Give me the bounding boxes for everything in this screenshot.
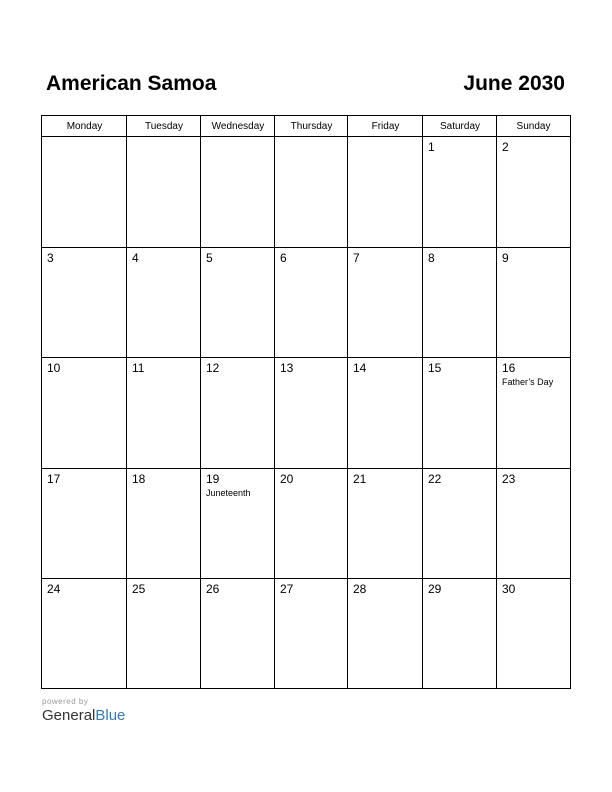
day-cell — [127, 469, 201, 579]
day-cell — [275, 137, 348, 248]
day-number: 5 — [206, 251, 213, 265]
country-title: American Samoa — [46, 72, 217, 95]
day-number: 22 — [428, 472, 442, 486]
weekday-header-saturday: Saturday — [439, 121, 481, 132]
day-cell — [348, 137, 423, 248]
day-number: 6 — [280, 251, 287, 265]
day-cell — [497, 137, 570, 248]
weekday-header-sunday: Sunday — [516, 121, 551, 132]
day-cell — [42, 137, 127, 248]
day-cell — [423, 579, 497, 688]
day-number: 13 — [280, 361, 294, 375]
day-number: 30 — [502, 582, 516, 596]
grid-horizontal-line — [42, 468, 570, 469]
day-cell — [348, 358, 423, 469]
day-number: 8 — [428, 251, 435, 265]
day-cell — [275, 579, 348, 688]
day-cell — [127, 579, 201, 688]
day-number: 18 — [132, 472, 146, 486]
calendar-grid — [41, 115, 571, 689]
logo-text-general: General — [42, 707, 96, 724]
day-cell — [42, 579, 127, 688]
day-number: 11 — [132, 361, 145, 375]
day-cell — [348, 469, 423, 579]
day-cell — [275, 248, 348, 358]
day-cell — [201, 248, 275, 358]
grid-vertical-line — [422, 116, 423, 688]
day-cell — [423, 358, 497, 469]
grid-vertical-line — [126, 116, 127, 688]
grid-horizontal-line — [42, 247, 570, 248]
day-cell — [423, 137, 497, 248]
logo-text-blue: Blue — [95, 707, 126, 724]
day-cell — [423, 248, 497, 358]
day-cell — [497, 358, 570, 469]
week-row — [42, 579, 570, 688]
day-number: 23 — [502, 472, 516, 486]
day-number: 7 — [353, 251, 360, 265]
grid-vertical-line — [200, 116, 201, 688]
week-row — [42, 469, 570, 579]
holiday-label: Juneteenth — [206, 488, 251, 498]
day-cell — [348, 248, 423, 358]
day-number: 4 — [132, 251, 139, 265]
day-cell — [42, 248, 127, 358]
day-number: 2 — [502, 140, 509, 154]
day-number: 17 — [47, 472, 61, 486]
day-number: 27 — [280, 582, 294, 596]
day-number: 16 — [502, 361, 516, 375]
day-number: 15 — [428, 361, 442, 375]
day-number: 25 — [132, 582, 146, 596]
day-cell — [127, 358, 201, 469]
day-cell — [423, 469, 497, 579]
day-number: 24 — [47, 582, 61, 596]
weekday-header-row — [42, 116, 570, 137]
day-number: 9 — [502, 251, 509, 265]
day-cell — [201, 137, 275, 248]
day-cell — [275, 358, 348, 469]
day-number: 29 — [428, 582, 442, 596]
day-number: 14 — [353, 361, 367, 375]
day-cell — [127, 248, 201, 358]
day-cell — [275, 469, 348, 579]
day-number: 10 — [47, 361, 61, 375]
footer-branding — [42, 697, 125, 724]
day-cell — [497, 469, 570, 579]
grid-horizontal-line — [42, 578, 570, 579]
generalblue-logo[interactable] — [42, 707, 125, 724]
weekday-header-thursday: Thursday — [290, 121, 333, 132]
holiday-label: Father’s Day — [502, 377, 554, 387]
day-cell — [201, 358, 275, 469]
day-cell — [201, 579, 275, 688]
day-number: 20 — [280, 472, 294, 486]
grid-vertical-line — [347, 116, 348, 688]
day-number: 3 — [47, 251, 54, 265]
day-cell — [348, 579, 423, 688]
grid-horizontal-line — [42, 357, 570, 358]
grid-vertical-line — [496, 116, 497, 688]
weekday-header-friday: Friday — [371, 121, 400, 132]
day-cell — [42, 358, 127, 469]
grid-vertical-line — [274, 116, 275, 688]
day-number: 12 — [206, 361, 220, 375]
day-number: 1 — [428, 140, 435, 154]
month-year-title: June 2030 — [463, 72, 565, 95]
day-cell — [42, 469, 127, 579]
day-number: 26 — [206, 582, 220, 596]
day-cell — [127, 137, 201, 248]
weekday-header-wednesday: Wednesday — [211, 121, 265, 132]
powered-by-text: powered by — [42, 697, 89, 706]
week-row — [42, 358, 570, 469]
day-number: 28 — [353, 582, 367, 596]
weekday-header-tuesday: Tuesday — [145, 121, 183, 132]
week-row — [42, 248, 570, 358]
weekday-header-monday: Monday — [66, 121, 103, 132]
day-cell — [497, 248, 570, 358]
day-number: 19 — [206, 472, 220, 486]
day-cell — [201, 469, 275, 579]
week-row — [42, 137, 570, 248]
day-cell — [497, 579, 570, 688]
day-number: 21 — [353, 472, 367, 486]
